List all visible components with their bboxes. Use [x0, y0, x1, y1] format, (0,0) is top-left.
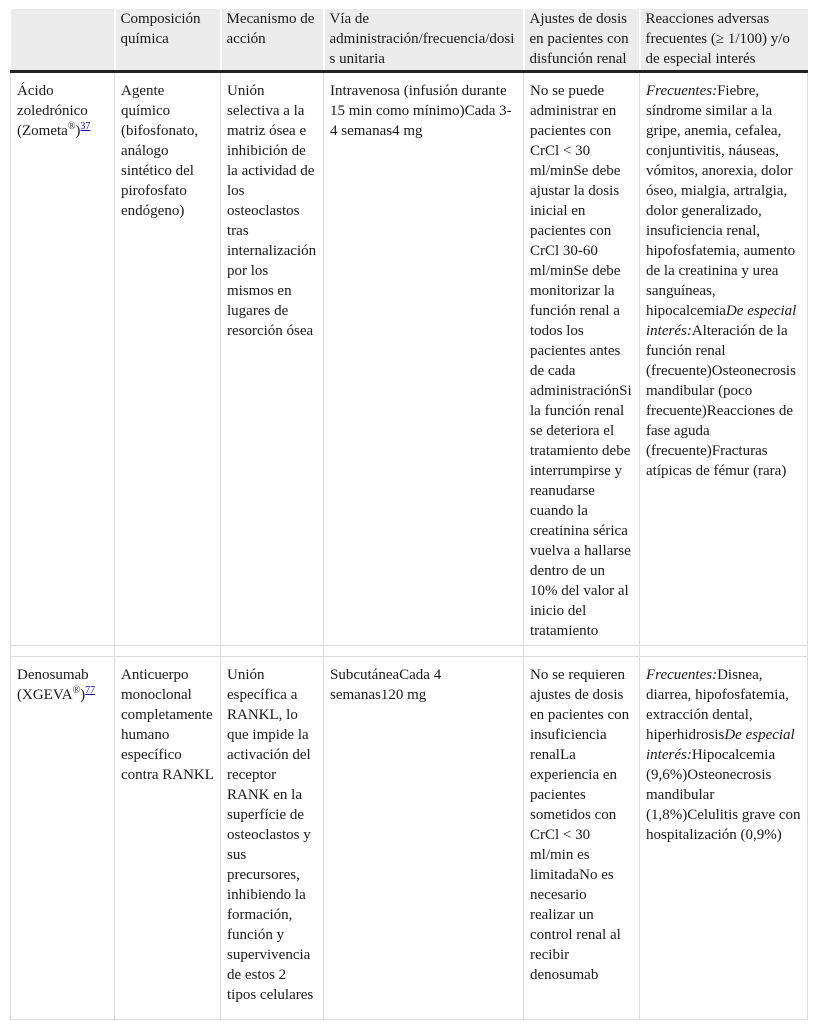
trademark-symbol: ® — [72, 685, 81, 696]
route-cell: Intravenosa (infusión durante 15 min como mínimo)Cada 3-4 semanas4 mg — [324, 72, 524, 646]
spacer-cell — [115, 646, 221, 657]
table-row — [11, 72, 808, 646]
table-row — [11, 657, 808, 1020]
spacer-cell — [640, 646, 808, 657]
drug-comparison-table — [10, 9, 808, 1020]
header-route: Vía de administración/frecuencia/dosis unitaria — [324, 9, 524, 72]
adverse-label-special: De especial interés: — [646, 727, 795, 763]
adverse-text-special: Hipocalcemia (9,6%)Osteonecrosis mandibular (1,8%)Celulitis grave con hospitalización (0,9%) — [646, 747, 801, 843]
header-adverse-reactions: Reacciones adversas frecuentes (≥ 1/100) y/o de especial interés — [640, 9, 808, 72]
header-mechanism: Mecanismo de acción — [221, 9, 324, 72]
route-cell: SubcutáneaCada 4 semanas120 mg — [324, 657, 524, 1020]
drug-comparison-table-wrapper — [10, 9, 807, 1020]
renal-adjustment-cell: No se requieren ajustes de dosis en pacientes con insuficiencia renalLa experiencia en pacientes sometidos con CrCl < 30 ml/min es limitadaNo es necesario realizar un control renal al recibir denosumab — [524, 657, 640, 1020]
brand-close: ) — [75, 123, 81, 139]
drug-name: Ácido zoledrónico — [17, 83, 88, 119]
brand-close: ) — [80, 687, 86, 703]
header-composition: Composición química — [115, 9, 221, 72]
adverse-text-frequent: Fiebre, síndrome similar a la gripe, anemia, cefalea, conjuntivitis, náuseas, vómitos, anorexia, dolor óseo, mialgia, artralgia, dolor generalizado, insuficiencia renal, hipofosfatemia, aumento de la creatinina y urea sanguíneas, hipocalcemia — [646, 83, 796, 319]
adverse-label-frequent: Frecuentes: — [646, 667, 718, 683]
spacer-cell — [324, 646, 524, 657]
brand-name: (XGEVA — [17, 687, 73, 703]
adverse-text-special: Alteración de la función renal (frecuente)Osteonecrosis mandibular (poco frecuente)Reacciones de fase aguda (frecuente)Fracturas atípicas de fémur (rara) — [646, 323, 796, 479]
reference-link[interactable]: 77 — [85, 685, 96, 696]
header-empty — [11, 9, 115, 72]
spacer-cell — [221, 646, 324, 657]
adverse-reactions-cell — [640, 657, 808, 1020]
composition-cell: Anticuerpo monoclonal completamente humano específico contra RANKL — [115, 657, 221, 1020]
spacer-cell — [11, 646, 115, 657]
spacer-cell — [524, 646, 640, 657]
mechanism-cell: Unión selectiva a la matriz ósea e inhibición de la actividad de los osteoclastos tras internalización por los mismos en lugares de resorción ósea — [221, 72, 324, 646]
reference-link[interactable]: 37 — [80, 121, 91, 132]
adverse-label-special: De especial interés: — [646, 303, 797, 339]
adverse-reactions-cell — [640, 72, 808, 646]
table-header — [11, 9, 808, 72]
drug-name-cell — [11, 72, 115, 646]
header-renal-adjustment: Ajustes de dosis en pacientes con disfunción renal — [524, 9, 640, 72]
brand-name: (Zometa — [17, 123, 68, 139]
adverse-label-frequent: Frecuentes: — [646, 83, 718, 99]
composition-cell: Agente químico (bifosfonato, análogo sintético del pirofosfato endógeno) — [115, 72, 221, 646]
drug-name-cell — [11, 657, 115, 1020]
row-spacer — [11, 646, 808, 657]
drug-name: Denosumab — [17, 667, 89, 683]
renal-adjustment-cell: No se puede administrar en pacientes con CrCl < 30 ml/minSe debe ajustar la dosis inicial en pacientes con CrCl 30-60 ml/minSe debe monitorizar la función renal a todos los pacientes antes de cada administraciónSi la función renal se deteriora el tratamiento debe interrumpirse y reanudarse cuando la creatinina sérica vuelva a hallarse dentro de un 10% del valor al inicio del tratamiento — [524, 72, 640, 646]
mechanism-cell: Unión específica a RANKL, lo que impide la activación del receptor RANK en la superfície de osteoclastos y sus precursores, inhibiendo la formación, función y supervivencia de estos 2 tipos celulares — [221, 657, 324, 1020]
adverse-text-frequent: Disnea, diarrea, hipofosfatemia, extracción dental, hiperhidrosis — [646, 667, 789, 743]
trademark-symbol: ® — [67, 121, 76, 132]
